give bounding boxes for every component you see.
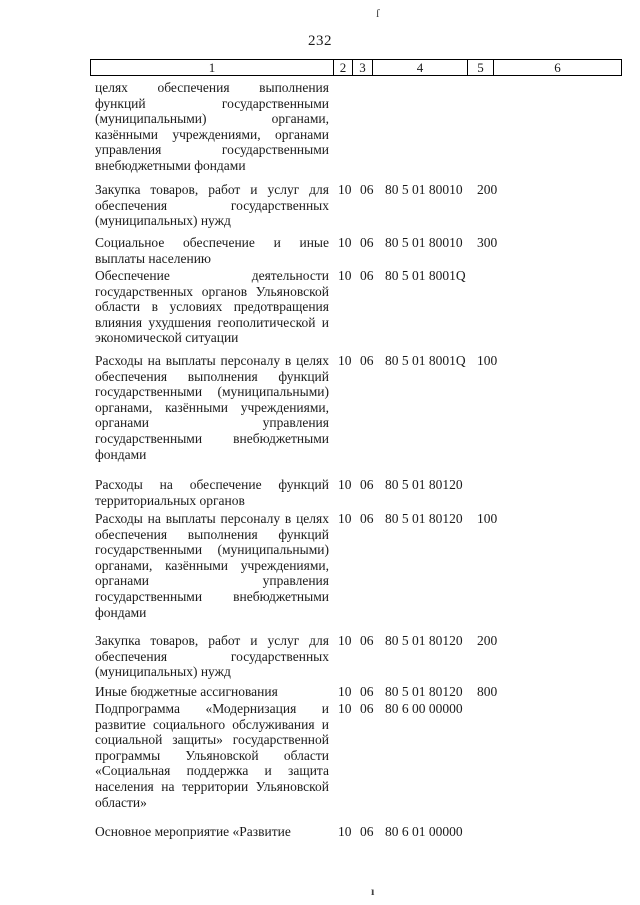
row-target-code: 80 5 01 8001Q <box>385 353 466 368</box>
row-name: Подпрограмма «Модернизация и развитие социального обслуживания и социальной защиты» государственной программы Ульяновской области «Социальная поддержка и защита населения на территории Ульяновской области» <box>95 701 329 810</box>
row-name: Закупка товаров, работ и услуг для обеспечения государственных (муниципальных) нужд <box>95 182 329 229</box>
row-section: 10 <box>338 268 352 283</box>
row-section: 10 <box>338 235 352 250</box>
column-header-3: 3 <box>353 60 373 75</box>
row-subsection: 06 <box>360 633 374 648</box>
row-subsection: 06 <box>360 353 374 368</box>
page-number: 232 <box>308 33 332 49</box>
column-header-2: 2 <box>334 60 353 75</box>
row-target-code: 80 5 01 80120 <box>385 633 463 648</box>
row-subsection: 06 <box>360 235 374 250</box>
scan-mark-bottom: ı <box>371 884 375 898</box>
row-target-code: 80 6 01 00000 <box>385 824 463 839</box>
row-name: Иные бюджетные ассигнования <box>95 684 278 699</box>
row-subsection: 06 <box>360 268 374 283</box>
row-target-code: 80 5 01 80010 <box>385 182 463 197</box>
row-subsection: 06 <box>360 684 374 699</box>
column-header-1: 1 <box>91 60 334 75</box>
row-expense-type: 200 <box>477 182 498 197</box>
column-header-4: 4 <box>373 60 468 75</box>
row-section: 10 <box>338 824 352 839</box>
row-section: 10 <box>338 684 352 699</box>
row-subsection: 06 <box>360 182 374 197</box>
row-subsection: 06 <box>360 477 374 492</box>
row-target-code: 80 5 01 80010 <box>385 235 463 250</box>
row-subsection: 06 <box>360 824 374 839</box>
row-expense-type: 200 <box>477 633 498 648</box>
row-section: 10 <box>338 511 352 526</box>
row-expense-type: 300 <box>477 235 498 250</box>
row-subsection: 06 <box>360 701 374 716</box>
row-target-code: 80 5 01 80120 <box>385 684 463 699</box>
row-name: Закупка товаров, работ и услуг для обеспечения государственных (муниципальных) нужд <box>95 633 329 680</box>
row-section: 10 <box>338 633 352 648</box>
row-section: 10 <box>338 353 352 368</box>
row-target-code: 80 5 01 8001Q <box>385 268 466 283</box>
column-header-5: 5 <box>468 60 494 75</box>
row-section: 10 <box>338 701 352 716</box>
row-target-code: 80 5 01 80120 <box>385 477 463 492</box>
row-expense-type: 800 <box>477 684 498 699</box>
row-subsection: 06 <box>360 511 374 526</box>
row-section: 10 <box>338 477 352 492</box>
row-section: 10 <box>338 182 352 197</box>
row-name: Расходы на выплаты персоналу в целях обеспечения выполнения функций государственными (муниципальными) органами, казёнными учреждениями, органами управления государственными внебюджетными фондами <box>95 511 329 620</box>
row-name: Основное мероприятие «Развитие <box>95 824 291 839</box>
column-header-6: 6 <box>554 60 561 75</box>
row-target-code: 80 5 01 80120 <box>385 511 463 526</box>
row-name: Социальное обеспечение и иные выплаты населению <box>95 235 329 266</box>
row-name: целях обеспечения выполнения функций государственными (муниципальными) органами, казёнными учреждениями, органами управления государственными внебюджетными фондами <box>95 80 329 173</box>
scan-mark-top: ſ <box>376 6 380 20</box>
row-name: Обеспечение деятельности государственных органов Ульяновской области в условиях предотвращения влияния ухудшения геополитической и экономической ситуации <box>95 268 329 346</box>
row-name: Расходы на выплаты персоналу в целях обеспечения выполнения функций государственными (муниципальными) органами, казёнными учреждениями, органами управления государственными внебюджетными фондами <box>95 353 329 462</box>
row-target-code: 80 6 00 00000 <box>385 701 463 716</box>
row-expense-type: 100 <box>477 353 498 368</box>
row-expense-type: 100 <box>477 511 498 526</box>
row-name: Расходы на обеспечение функций территориальных органов <box>95 477 329 508</box>
table-header-row <box>90 59 622 76</box>
